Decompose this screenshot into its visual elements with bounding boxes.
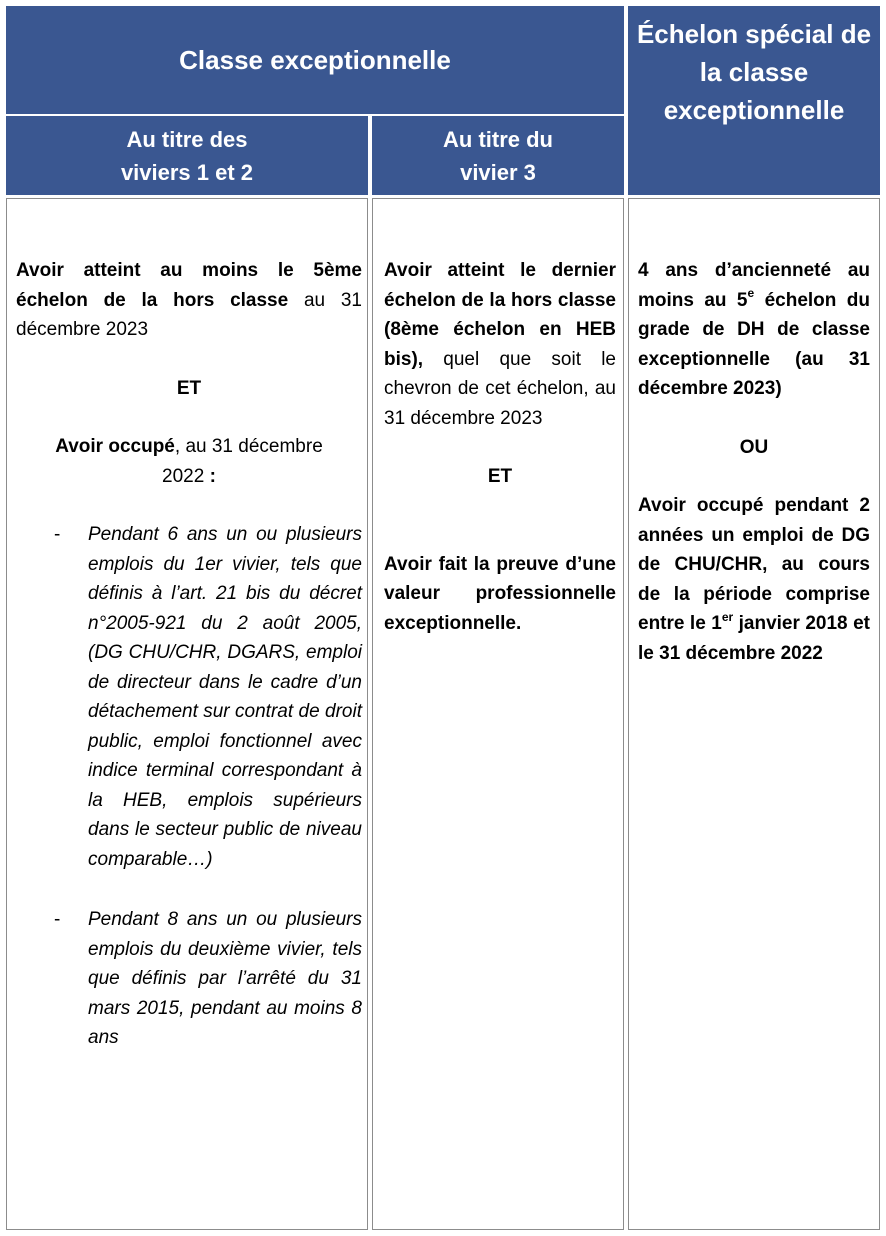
- header-echelon-special-label: Échelon spécial de la classe exceptionnelle: [636, 19, 872, 125]
- header-echelon-special: [628, 6, 880, 195]
- col1-p2-rest: , au 31 décembre 2022: [162, 436, 323, 487]
- header-classe-exceptionnelle: [6, 6, 624, 114]
- col1-bullet-2: [16, 905, 362, 1053]
- col2-content: [384, 256, 616, 638]
- col3-ou: OU: [739, 436, 769, 458]
- col1-p1-rest: au 31 décembre 2023: [16, 289, 362, 340]
- bullet-dash: -: [54, 909, 61, 930]
- col1-bullet-1-text: Pendant 6 ans un ou plusieurs emplois du 1er vivier, tels que définis à l’art. 21 bis du décret n°2005-921 du 2 août 2005, (DG CHU/CHR, DGARS, emploi de directeur dans le cadre d’un détachement sur contrat de droit public, emploi fonctionnel avec indice terminal correspondant à la HEB, emplois supérieurs dans le secteur public de niveau comparable…): [88, 524, 362, 870]
- header-classe-exceptionnelle-label: Classe exceptionnelle: [179, 44, 451, 75]
- col3-content: [638, 256, 870, 668]
- col1-et: ET: [176, 377, 202, 399]
- subheader-vivier-3-label: Au titre du vivier 3: [443, 126, 553, 185]
- col3-paragraph-1: [638, 256, 870, 404]
- bullet-dash: -: [54, 524, 61, 545]
- col3-p1-sup: e: [747, 286, 755, 301]
- subheader-viviers-1-2-label: Au titre des viviers 1 et 2: [120, 126, 254, 185]
- col1-content: [16, 256, 362, 1053]
- col1-p2-bold: Avoir occupé: [55, 436, 175, 457]
- col3-p2-a: Avoir occupé pendant 2 années un emploi de DG de CHU/CHR, au cours de la période comprise entre le 1: [638, 495, 870, 634]
- col3-p1-b: échelon du grade de DH de classe exceptionnelle (au 31 décembre 2023): [638, 289, 870, 399]
- subheader-viviers-1-2: [6, 116, 368, 195]
- col3-p1-a: 4 ans d’ancienneté au moins au 5: [638, 260, 870, 311]
- col2-paragraph-1: [384, 256, 616, 433]
- col1-bullet-1: [16, 520, 362, 874]
- col3-paragraph-2: [638, 491, 870, 668]
- col2-et: ET: [487, 466, 513, 487]
- col3-p2-b: janvier 2018 et le 31 décembre 2022: [638, 613, 870, 664]
- col1-paragraph-1: [16, 256, 362, 345]
- col1-bullet-2-text: Pendant 8 ans un ou plusieurs emplois du deuxième vivier, tels que définis par l’arrêté du 31 mars 2015, pendant au moins 8 ans: [88, 909, 362, 1048]
- col3-p2-sup: er: [721, 609, 734, 624]
- col2-p1-rest: quel que soit le chevron de cet échelon, au 31 décembre 2023: [384, 348, 616, 429]
- subheader-vivier-3: [372, 116, 624, 195]
- col1-p2-colon: :: [204, 465, 216, 487]
- col2-p1-bold: Avoir atteint le dernier échelon de la hors classe (8ème échelon en HEB bis),: [384, 260, 616, 370]
- col2-paragraph-2: Avoir fait la preuve d’une valeur professionnelle exceptionnelle.: [384, 553, 616, 634]
- col1-paragraph-2: [16, 432, 362, 491]
- col1-p1-bold: Avoir atteint au moins le 5ème échelon de la hors classe: [16, 260, 362, 311]
